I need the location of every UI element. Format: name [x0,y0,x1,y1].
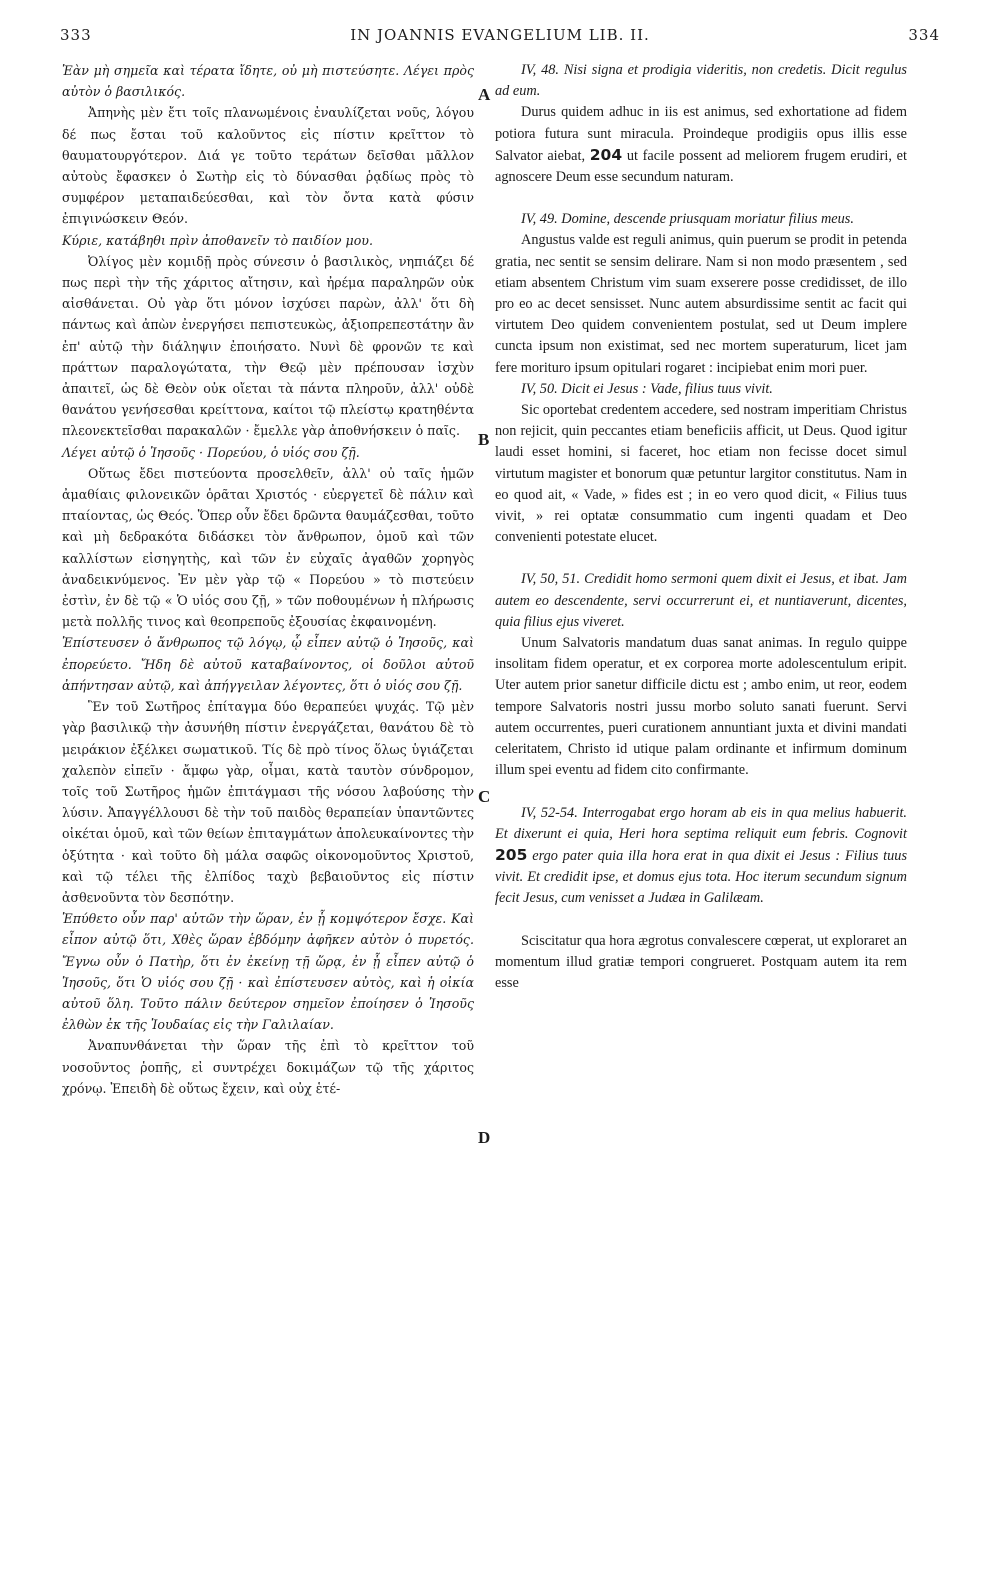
page-number-left: 333 [60,26,92,44]
greek-lemma-49: Κύριε, κατάβηθι πρὶν ἀποθανεῖν τὸ παιδίον μου. [62,232,373,248]
greek-lemma-50: Λέγει αὐτῷ ὁ Ἰησοῦς · Πορεύου, ὁ υἱός σου ζῇ. [62,444,360,460]
page-number-right: 334 [908,26,940,44]
latin-commentary-48-part1: Durus quidem adhuc in iis est animus, sed exhortatione ad fidem potiora futura sunt miracula. Proindeque prodigiis opus illis esse Salvator aiebat, [495,104,907,164]
greek-commentary-50: Οὕτως ἔδει πιστεύοντα προσελθεῖν, ἀλλ' οὐ ταῖς ἡμῶν ἀμαθίαις φιλονεικῶν ὁρᾶται Χριστός · εὐεργετεῖ δὲ πάλιν καὶ πταίοντας, ὡς Θεός. Ὅπερ οὖν ἔδει δρῶντα θαυμάζεσθαι, τοῦτο καὶ μὴ δεδρακότα διδάσκει τὸν ἄνθρωπον, ὁμοῦ καὶ τῶν καλλίστων εἰσηγητὴς, καὶ τῶν ἐν εὐχαῖς ἀγαθῶν χορηγὸς ἀναδεικνύμενος. Ἐν μὲν γὰρ τῷ « Πορεύου » τὸ πιστεύειν ἐστὶν, ἐν δὲ τῷ « Ὁ υἱός σου ζῇ, » τῶν ποθουμένων ἡ πλήρωσις μετὰ πολλῆς τινος καὶ θεοπρεποῦς ἐξουσίας ἐκφαινομένη. [62,465,474,630]
latin-lemma-48 [495,60,907,102]
latin-lemma-49: IV, 49. Domine, descende priusquam moriatur filius meus. [521,211,854,228]
page-number-205: 205 [495,845,528,864]
margin-letter-b: B [478,430,490,449]
latin-commentary-49: Angustus valde est reguli animus, quin puerum se prodit in petenda gratia, nec sentit se sensim delirare. Nam si non modo præsentem , sed etiam absentem Christum vim suam exserere posse credidisset, de illo pro eo ac decet sensisset. Nunc autem absurdissime sentit ac facit qui virtutem Deo quidem convenientem postulat, sed ut Deum implere cuncta ipsum non existimat, sed nec mortem superaturum, licet jam fere morituro ipsum opitulari rogaret : incipiebat enim mori puer. [495,232,907,376]
latin-commentary-48-part2: ut facile possent ad meliorem frugem erudiri, et agnoscere Deum esse secundum naturam. [495,147,907,186]
greek-commentary-49: Ὀλίγος μὲν κομιδῇ πρὸς σύνεσιν ὁ βασιλικὸς, νηπιάζει δέ πως περὶ τὴν τῆς χάριτος αἴτησιν, καὶ ἠρέμα παραληρῶν οὐκ αἰσθάνεται. Οὐ γὰρ ὅτι μόνον ἰσχύσει παρὼν, ἀλλ' ὅτι δὴ πάντως καὶ ἀπὼν ἐνεργήσει πεπιστευκὼς, ἀξιοπρεπεστάτην ἂν ἐπ' αὐτῷ τὴν διάληψιν ἐποιήσατο. Νυνὶ δὲ φρονῶν τε καὶ πράττων παραλογώτατα, τὴν Θεῷ μὲν πρέπουσαν ἰσχὺν ἀπαιτεῖ, ὡς δὲ Θεὸν οὐκ οἴεται τὰ πάντα πληροῦν, ἀλλ' οὐδὲ θανάτου γενήσεσθαι κρείττονα, καίτοι τῷ πλείστῳ κρατηθέντα πλεονεκτεῖσθαι παρακαλῶν · ἔμελλε γὰρ ἀποθνήσκειν ὁ παῖς. [62,253,474,439]
margin-letter-c: C [478,787,491,806]
greek-lemma-50-51: Ἐπίστευσεν ὁ ἄνθρωπος τῷ λόγῳ, ᾧ εἶπεν αὐτῷ ὁ Ἰησοῦς, καὶ ἐπορεύετο. Ἤδη δὲ αὐτοῦ καταβαίνοντος, οἱ δοῦλοι αὐτοῦ ἀπήντησαν αὐτῷ, καὶ ἀπήγγειλαν λέγοντες, ὅτι ὁ υἱός σου ζῇ. [62,635,474,693]
greek-commentary-48: Ἀπηνὴς μὲν ἔτι τοῖς πλανωμένοις ἐναυλίζεται νοῦς, λόγου δέ πως ἔσται τοῦ καλοῦντος εἰς πίστιν κρεῖττον τὸ θαυματουργότερον. Διά γε τοῦτο τεράτων δεῖσθαι μᾶλλον αὐτοὺς ἔφασκεν ὁ Σωτὴρ εἰς τὸ δύνασθαι ῥᾳδίως πρὸς τὸ συμφέρον μεταπαιδεύεσθαι, καὶ τὸν ὄντα κατὰ φύσιν ἐπιγινώσκειν Θεόν. [62,105,474,227]
running-header [60,26,940,50]
latin-commentary-50-51: Unum Salvatoris mandatum duas sanat animas. In regulo quippe insolitam fidem operatur, et ex corporea morte adolescentulum eripit. Uter autem prior sanetur difficile dictu est ; ambo enim, ut reor, eodem tempore Salvatoris nostri jussu morbo soluto sanati fuerunt. Servi autem occurrentes, pueri curationem annuntiant juxta et divini mandati celeritatem, Christo id utique palam ordinante et infirmum dominum illum spei eventu ad fidem cito confirmante. [495,635,907,779]
greek-lemma-52-54: Ἐπύθετο οὖν παρ' αὐτῶν τὴν ὥραν, ἐν ᾗ κομψότερον ἔσχε. Καὶ εἶπον αὐτῷ ὅτι, Χθὲς ὥραν ἑβδόμην ἀφῆκεν αὐτὸν ὁ πυρετός. Ἔγνω οὖν ὁ Πατὴρ, ὅτι ἐν ἐκείνῃ τῇ ὥρᾳ, ἐν ᾗ εἶπεν αὐτῷ ὁ Ἰησοῦς, ὅτι Ὁ υἱός σου ζῇ · καὶ ἐπίστευσεν αὐτὸς, καὶ ἡ οἰκία αὐτοῦ ὅλη. Τοῦτο πάλιν δεύτερον σημεῖον ἐποίησεν ὁ Ἰησοῦς ἐλθὼν ἐκ τῆς Ἰουδαίας εἰς τὴν Γαλιλαίαν. [62,911,474,1033]
latin-commentary-52-54: Sciscitatur qua hora ægrotus convalescere cœperat, ut exploraret an momentum illud gratiæ tempori congrueret. Postquam autem ita rem esse [495,932,907,991]
latin-commentary-48 [495,102,907,188]
latin-lemma-52-54 [495,803,907,910]
page-number-204: 204 [589,145,623,164]
latin-lemma-50-51: IV, 50, 51. Credidit homo sermoni quem dixit ei Jesus, et ibat. Jam autem eo descendente, servi occurrerunt ei, et nuntiaverunt, dicentes, quia filius ejus viveret. [495,571,907,630]
latin-lemma-52-54-part1: IV, 52-54. Interrogabat ergo horam ab eis in qua melius habuerit. Et dixerunt ei quia, Heri hora septima reliquit eum febris. Cognovit [495,804,907,842]
margin-letter-a: A [478,85,491,104]
greek-commentary-52-54: Ἀναπυνθάνεται τὴν ὥραν τῆς ἐπὶ τὸ κρεῖττον τοῦ νοσοῦντος ῥοπῆς, εἰ συντρέχει δοκιμάζων τῷ τῆς χάριτος χρόνῳ. Ἐπειδὴ δὲ οὕτως ἔχειν, καὶ οὐχ ἑτέ- [62,1038,474,1096]
latin-commentary-50: Sic oportebat credentem accedere, sed nostram imperitiam Christus non rejicit, quin peccantes etiam beneficiis afficit, ut Deus. Quod igitur laudi esset homini, si faceret, hoc etiam non fecisse docet simul virtutum magister et bonorum quæ petuntur largitor constitutus. Nam in eo quod ait, « Vade, » fides est ; in eo vero quod dicit, « Filius tuus vivit, » rei optatæ consummatio cum ingenti quadam et Deo convenienti potestate elucet. [495,402,907,546]
latin-lemma-48-text: IV, 48. Nisi signa et prodigia videritis, non credetis. Dicit regulus ad eum. [495,62,907,100]
latin-lemma-52-54-part2: ergo pater quia illa hora erat in qua dixit ei Jesus : Filius tuus vivit. Et credidit ipse, et domus ejus tota. Hoc iterum secundum signum fecit Jesus, cum venisset a Judæa in Galilæam. [495,847,908,907]
running-title: IN JOANNIS EVANGELIUM LIB. II. [350,26,650,44]
margin-letter-d: D [478,1128,491,1147]
greek-column [62,60,474,1099]
latin-lemma-50: IV, 50. Dicit ei Jesus : Vade, filius tuus vivit. [521,380,773,397]
greek-lemma-48: Ἐὰν μὴ σημεῖα καὶ τέρατα ἴδητε, οὐ μὴ πιστεύσητε. Λέγει πρὸς αὐτὸν ὁ βασιλικός. [62,63,474,100]
greek-commentary-50-51: Ἓν τοῦ Σωτῆρος ἐπίταγμα δύο θεραπεύει ψυχάς. Τῷ μὲν γὰρ βασιλικῷ τὴν ἀσυνήθη πίστιν ἐνεργάζεται, θανάτου δὲ τὸ μειράκιον ἐξέλκει σωματικοῦ. Τίς δὲ πρὸ τίνος ὅλως ὑγιάζεται χαλεπὸν εἰπεῖν · ἄμφω γὰρ, οἶμαι, κατὰ ταυτὸν σύνδρομον, τοῖς τοῦ Σωτῆρος ἡμῶν ἐπιτάγμασι τῆς νόσου λαβούσης τὴν λύσιν. Ἀπαγγέλλουσι δὲ τὴν τοῦ παιδὸς θεραπείαν ὑπαντῶντες οἰκέται ὁμοῦ, καὶ τῶν θείων ἐπιταγμάτων ἀπολευκαίνοντες τὴν ὀξύτητα · καὶ τοῦτο δὴ μάλα σαφῶς οἰκονομοῦντος Χριστοῦ, καὶ τῷ τέλει τῆς ἐλπίδος ταχὺ βεβαιοῦντος εἰς πίστιν ἀσθενοῦντα τὸν δεσπότην. [62,699,474,905]
latin-column [495,60,907,994]
